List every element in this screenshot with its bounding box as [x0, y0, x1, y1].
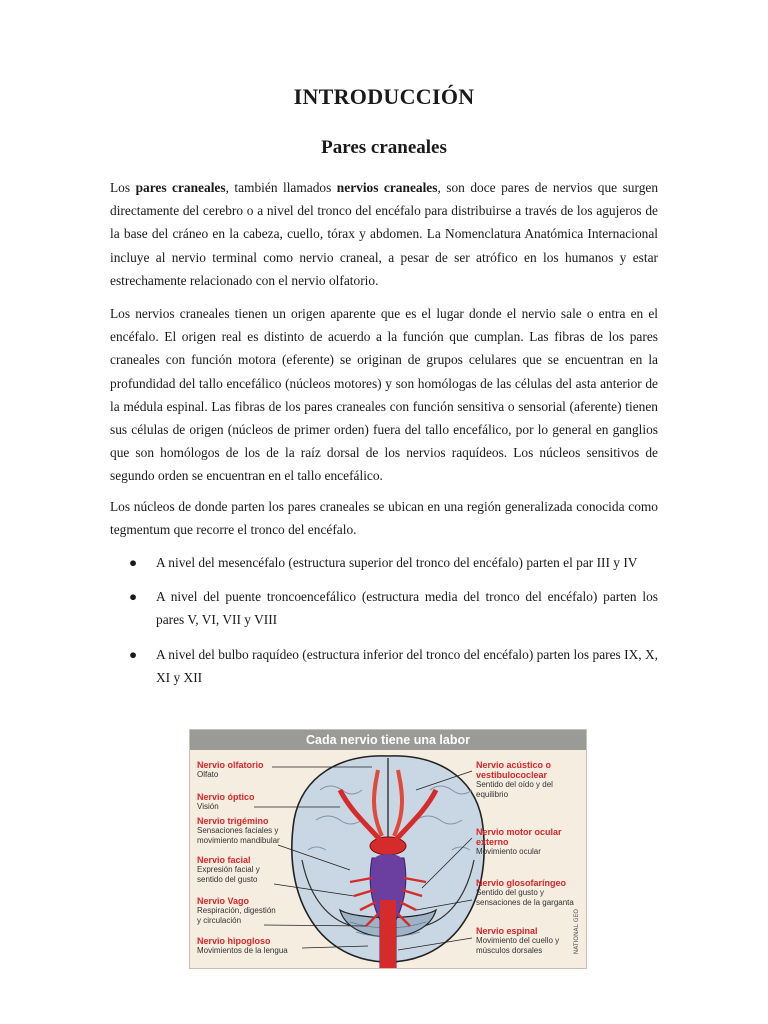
p1-text-2: , también llamados — [225, 180, 337, 195]
list-item-text: A nivel del mesencéfalo (estructura superior del tronco del encéfalo) parten el par III y IV — [156, 555, 638, 570]
label-hypoglossal — [197, 936, 288, 956]
label-facial — [197, 855, 279, 884]
paragraph-2: Los nervios craneales tienen un origen aparente que es el lugar donde el nervio sale o entra en el encéfalo. El origen real es distinto de acuerdo a la función que cumplan. Las fibras de los pares craneales con función motora (eferente) se originan de grupos celulares que se encuentran en la profundidad del tallo encefálico (núcleos motores) y son homólogas de las células del asta anterior de la médula espinal. Las fibras de los pares craneales con función sensitiva o sensorial (aferente) tienen sus células de origen (núcleos de primer orden) fuera del tallo encefálico, por lo general en ganglios que son homólogos de los de la raíz dorsal de los nervios raquídeos. Los núcleos sensitivos de segundo orden se encuentran en el tallo encefálico. — [110, 306, 658, 484]
label-name: Nervio óptico — [197, 792, 255, 802]
label-desc: Movimientos de la lengua — [197, 946, 288, 955]
list-item — [110, 551, 658, 574]
label-trigeminal — [197, 816, 281, 845]
cranial-nerves-figure — [189, 729, 587, 969]
label-vestibulocochlear — [476, 760, 580, 799]
figure-credit: NATIONAL GEO — [573, 908, 580, 954]
list-item-text: A nivel del puente troncoencefálico (estructura media del tronco del encéfalo) parten los pares V, VI, VII y VIII — [156, 589, 658, 628]
section-heading: Pares craneales — [321, 137, 447, 158]
list-item-text: A nivel del bulbo raquídeo (estructura inferior del tronco del encéfalo) parten los pares IX, X, XI y XII — [156, 646, 658, 685]
p1-text-1: Los — [110, 180, 136, 195]
label-name: Nervio trigémino — [197, 816, 269, 826]
label-name: Nervio glosofaríngeo — [476, 878, 567, 888]
label-desc: Respiración, digestión y circulación — [197, 906, 276, 925]
bullet-list — [110, 551, 658, 700]
label-name: Nervio hipogloso — [197, 936, 271, 946]
bullet-dot-icon: ● — [129, 646, 138, 662]
label-abducens — [476, 827, 570, 857]
paragraph-3: Los núcleos de donde parten los pares craneales se ubican en una región generalizada conocida como tegmentum que recorre el tronco del encéfalo. — [110, 499, 658, 538]
label-glossopharyngeal — [476, 878, 576, 907]
p1-bold-2: nervios craneales — [336, 180, 438, 195]
bullet-dot-icon: ● — [129, 555, 138, 570]
label-name: Nervio motor ocular externo — [476, 827, 562, 847]
label-spinal — [476, 926, 572, 955]
p1-bold-1: pares craneales — [135, 180, 226, 195]
figure-header: Cada nervio tiene una labor — [190, 730, 586, 750]
label-desc: Sentido del gusto y sensaciones de la garganta — [476, 888, 574, 907]
label-name: Nervio espinal — [476, 926, 538, 936]
label-name: Nervio facial — [197, 855, 251, 865]
label-name: Nervio olfatorio — [197, 760, 264, 770]
label-vagus — [197, 896, 281, 925]
label-name: Nervio acústico o vestibulococlear — [476, 760, 552, 780]
bullet-dot-icon: ● — [129, 589, 138, 605]
label-desc: Movimiento ocular — [476, 847, 541, 856]
list-item — [110, 585, 658, 631]
document-title: INTRODUCCIÓN — [293, 84, 475, 109]
label-desc: Sentido del oído y del equilibrio — [476, 780, 553, 799]
label-desc: Movimiento del cuello y músculos dorsales — [476, 936, 560, 955]
label-name: Nervio Vago — [197, 896, 250, 906]
label-optic — [197, 792, 255, 812]
label-desc: Olfato — [197, 770, 219, 779]
label-olfactory — [197, 760, 264, 780]
label-desc: Visión — [197, 802, 219, 811]
label-desc: Sensaciones faciales y movimiento mandibular — [197, 826, 280, 845]
paragraph-1 — [110, 176, 658, 292]
label-desc: Expresión facial y sentido del gusto — [197, 865, 260, 884]
p1-text-3: , son doce pares de nervios que surgen directamente del cerebro o a nivel del tronco del encéfalo para distribuirse a través de los agujeros de la base del cráneo en la cabeza, cuello, tórax y abdomen. La Nomenclatura Anatómica Internacional incluye al nervio terminal como nervio craneal, a pesar de ser atrófico en los humanos y estar estrechamente relacionado con el nervio olfatorio. — [110, 180, 659, 288]
list-item — [110, 643, 658, 689]
